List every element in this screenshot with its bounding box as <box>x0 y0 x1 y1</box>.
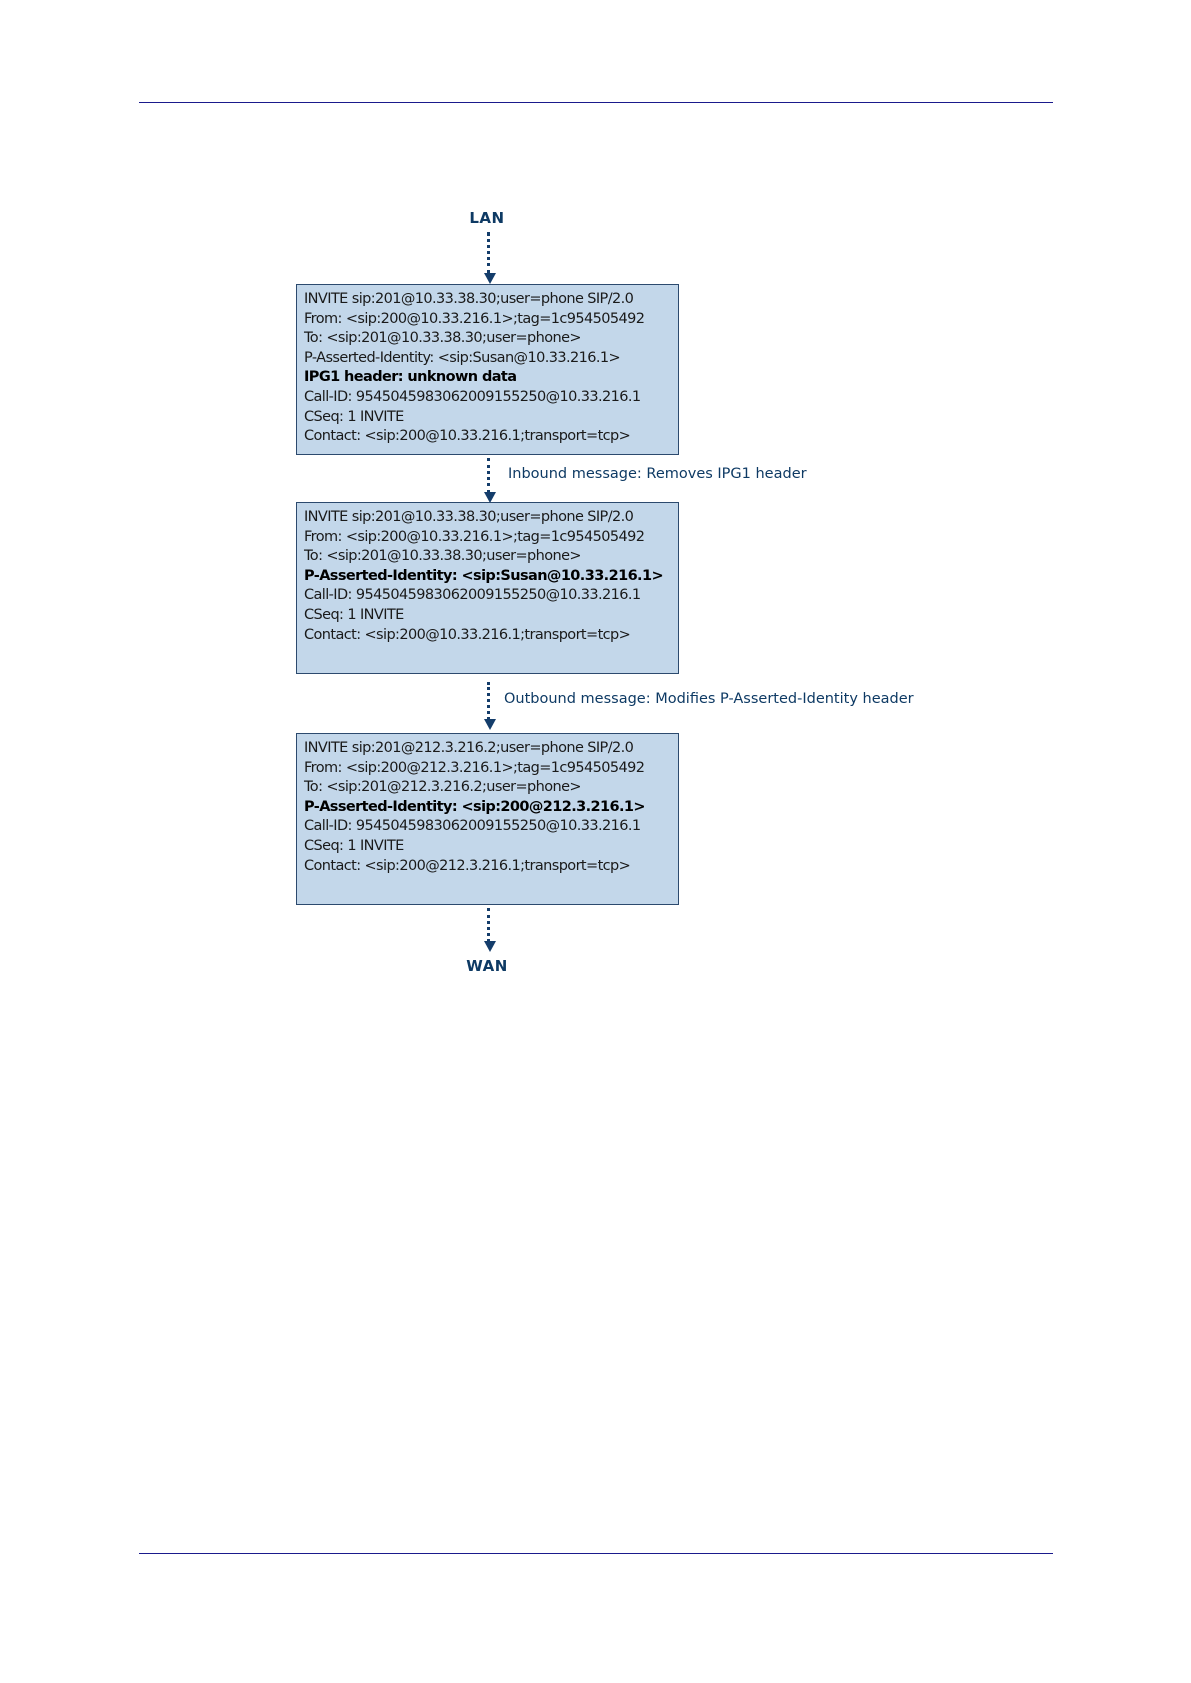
header-line: Contact: <sip:200@10.33.216.1;transport=tcp> <box>304 626 631 643</box>
header-line: To: <sip:201@10.33.38.30;user=phone> <box>304 330 581 347</box>
header-line: CSeq: 1 INVITE <box>304 408 404 425</box>
header-line: CSeq: 1 INVITE <box>304 606 404 623</box>
header-line: Call-ID: 954504598306200915525​0@10.33.216.1 <box>304 388 641 405</box>
footer-rule <box>139 1553 1053 1554</box>
highlighted-header-line: P-Asserted-Identity: <sip:200@212.3.216.1> <box>304 798 645 815</box>
header-line: Call-ID: 954504598306200915525​0@10.33.216.1 <box>304 818 641 835</box>
arrow-down-icon <box>484 941 496 952</box>
sip-message-after-inbound <box>296 502 679 674</box>
sip-message-after-outbound <box>296 733 679 905</box>
inbound-step-label: Inbound message: Removes IPG1 header <box>508 466 807 482</box>
highlighted-header-line: IPG1 header: unknown data <box>304 369 517 386</box>
flow-arrow-outbound <box>487 682 492 720</box>
flow-arrow-wan <box>487 908 492 942</box>
header-line: CSeq: 1 INVITE <box>304 837 404 854</box>
lan-label: LAN <box>469 209 505 227</box>
arrow-down-icon <box>484 273 496 284</box>
sip-message-original <box>296 284 679 455</box>
header-line: INVITE sip:201@212.3.216.2;user=phone SIP/2.0 <box>304 740 634 756</box>
wan-label: WAN <box>466 957 508 975</box>
header-line: Contact: <sip:200@212.3.216.1;transport=tcp> <box>304 857 631 874</box>
header-line: Contact: <sip:200@10.33.216.1;transport=tcp> <box>304 428 631 445</box>
header-rule <box>139 102 1053 103</box>
highlighted-header-line: P-Asserted-Identity: <sip:Susan@10.33.216.1> <box>304 567 664 584</box>
flow-arrow-lan <box>487 232 492 274</box>
arrow-down-icon <box>484 719 496 730</box>
header-line: P-Asserted-Identity: <sip:Susan@10.33.216.1> <box>304 349 621 366</box>
header-line: To: <sip:201@212.3.216.2;user=phone> <box>304 779 581 796</box>
outbound-step-label: Outbound message: Modifies P-Asserted-Identity header <box>504 691 914 707</box>
header-line: To: <sip:201@10.33.38.30;user=phone> <box>304 548 581 565</box>
header-line: From: <sip:200@10.33.216.1>;tag=1c954505492 <box>304 528 645 545</box>
header-line: From: <sip:200@212.3.216.1>;tag=1c954505492 <box>304 759 645 776</box>
header-line: From: <sip:200@10.33.216.1>;tag=1c954505492 <box>304 310 645 327</box>
header-line: Call-ID: 954504598306200915525​0@10.33.216.1 <box>304 587 641 604</box>
header-line: INVITE sip:201@10.33.38.30;user=phone SIP/2.0 <box>304 509 634 525</box>
flow-arrow-inbound <box>487 458 492 493</box>
header-line: INVITE sip:201@10.33.38.30;user=phone SIP/2.0 <box>304 291 634 307</box>
